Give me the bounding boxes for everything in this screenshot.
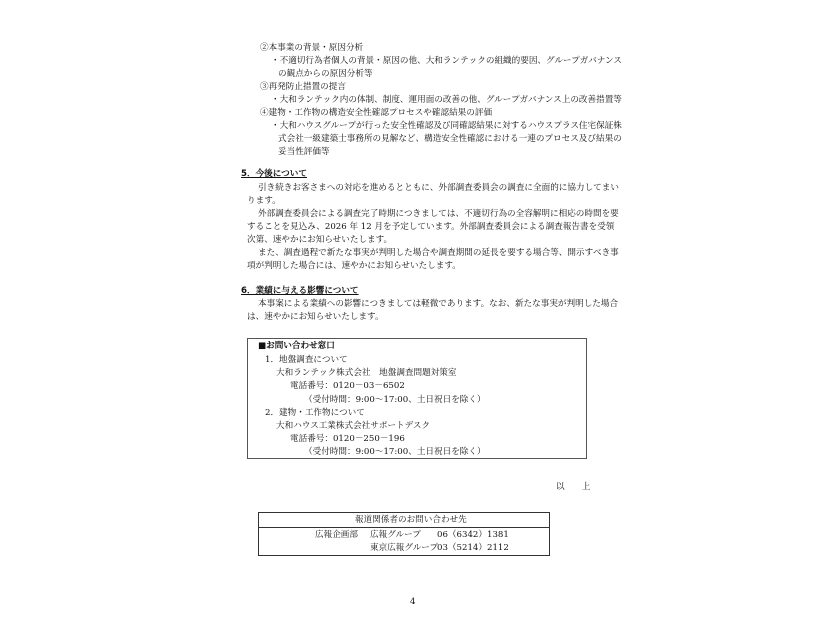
item-background-detail-1: ・不適切行為者個人の背景・原因の他、大和ランテックの組織的要因、グループガバナンス <box>271 56 622 66</box>
contact-ground-survey-hours: （受付時間：9:00～17:00、土日祝日を除く） <box>304 395 486 405</box>
future-paragraph-line: 引き続きお客さまへの対応を進めるとともに、外部調査委員会の調査に全面的に協力してまい <box>258 183 619 193</box>
press-box-divider <box>259 527 549 528</box>
item-background-analysis: ②本事業の背景・原因分析 <box>260 43 364 53</box>
item-background-detail-2: の観点からの原因分析等 <box>278 69 373 79</box>
press-box-title: 報道関係者のお問い合わせ先 <box>355 515 467 525</box>
section-heading-future: 5．今後について <box>241 169 307 179</box>
impact-paragraph-line: は、速やかにお知らせいたします。 <box>247 312 384 322</box>
contact-building-company: 大和ハウス工業株式会社サポートデスク <box>276 421 431 431</box>
press-department: 広報企画部 <box>315 530 358 540</box>
press-group-osaka: 広報グループ <box>370 530 421 540</box>
closing-mark: 以 上 <box>556 482 591 492</box>
future-paragraph-line: することを見込み、2026 年 12 月を予定しています。外部調査委員会による調査報告書を受領 <box>247 222 615 232</box>
contact-box-title: ■お問い合わせ窓口 <box>258 341 335 351</box>
item-structural-detail-1: ・大和ハウスグループが行った安全性確認及び同確認結果に対するハウスプラス住宅保証株 <box>271 121 622 131</box>
item-structural-detail-2: 式会社一級建築士事務所の見解など、構造安全性確認における一連のプロセス及び結果の <box>278 134 622 144</box>
contact-building-phone: 電話番号：0120－250－196 <box>290 434 405 444</box>
contact-ground-survey-phone: 電話番号：0120－03－6502 <box>290 381 405 391</box>
item-recurrence-prevention: ③再発防止措置の提言 <box>260 82 346 92</box>
future-paragraph-line: 次第、速やかにお知らせいたします。 <box>247 235 393 245</box>
future-paragraph-line: 外部調査委員会による調査完了時期につきましては、不適切行為の全容解明に相応の時間を要 <box>258 209 619 219</box>
press-group-tokyo: 東京広報グループ <box>370 543 439 553</box>
contact-ground-survey-heading: 1．地盤調査について <box>265 355 348 365</box>
future-paragraph-line: 項が判明した場合には、速やかにお知らせいたします。 <box>247 261 461 271</box>
contact-box <box>247 338 587 459</box>
press-phone-osaka: 06（6342）1381 <box>437 530 509 540</box>
contact-building-hours: （受付時間：9:00～17:00、土日祝日を除く） <box>304 447 486 457</box>
contact-building-heading: 2．建物・工作物について <box>265 408 365 418</box>
press-contact-box <box>258 512 550 556</box>
item-structural-safety: ④建物・工作物の構造安全性確認プロセスや確認結果の評価 <box>260 108 493 118</box>
item-recurrence-detail: ・大和ランテック内の体制、制度、運用面の改善の他、グループガバナンス上の改善措置等 <box>271 95 622 105</box>
impact-paragraph-line: 本事案による業績への影響につきましては軽微であります。なお、新たな事実が判明した場合 <box>258 299 619 309</box>
press-phone-tokyo: 03（5214）2112 <box>437 543 509 553</box>
contact-ground-survey-company: 大和ランテック株式会社 地盤調査問題対策室 <box>276 368 457 378</box>
future-paragraph-line: ります。 <box>247 196 281 206</box>
page-number: 4 <box>410 597 416 607</box>
future-paragraph-line: また、調査過程で新たな事実が判明した場合や調査期間の延長を要する場合等、開示すべき事 <box>258 248 619 258</box>
section-heading-impact: 6．業績に与える影響について <box>241 286 359 296</box>
item-structural-detail-3: 妥当性評価等 <box>278 147 330 157</box>
